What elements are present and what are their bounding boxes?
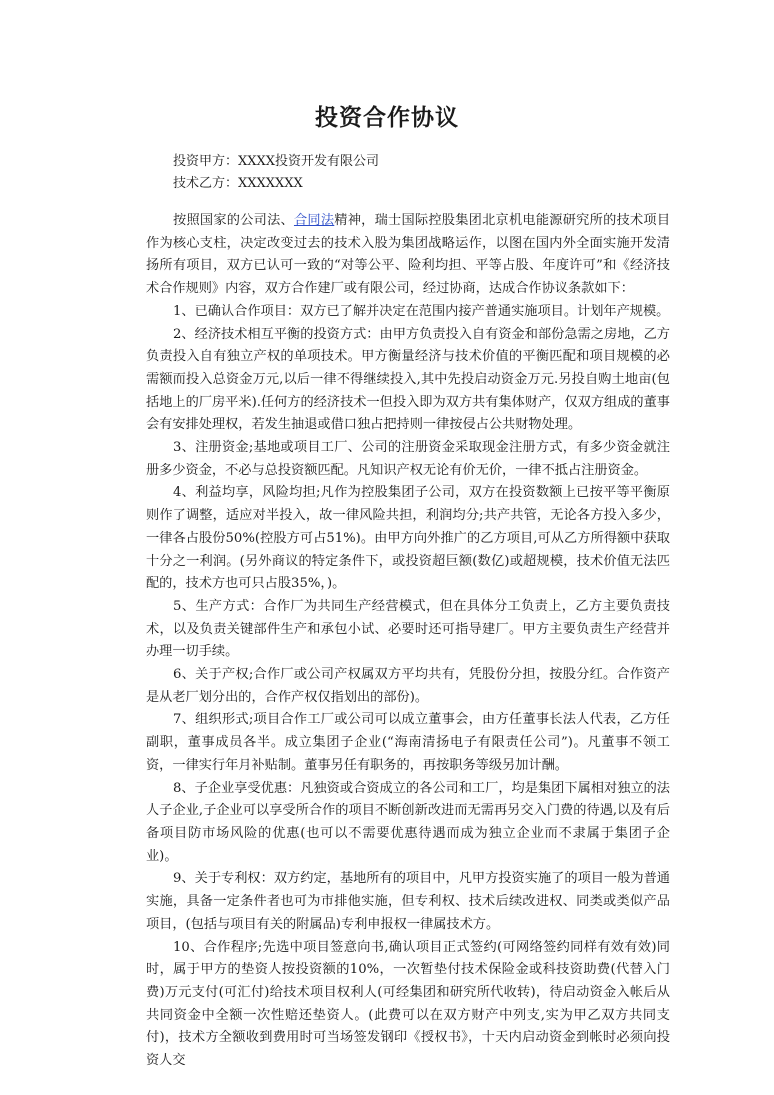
clause-8: 8、子企业享受优惠：凡独资或合资成立的各公司和工厂，均是集团下属相对独立的法人子企业,子企业可以享受所合作的项目不断创新改进而无需再另交入门费的待遇,以及有后备项目防市场风险的优惠(也可以不需要优惠待遇而成为独立企业而不隶属于集团子企业)。: [146, 780, 670, 864]
clause-6: 6、关于产权;合作厂或公司产权属双方平均共有，凭股份分担，按股分红。合作资产是从老厂划分出的，合作产权仅指划出的部份)。: [146, 667, 670, 705]
contract-law-link[interactable]: 合同法: [293, 213, 335, 228]
document-title: 投资合作协议: [315, 104, 459, 131]
clause-10: 10、合作程序;先选中项目签意向书,确认项目正式签约(可网络签约同样有效有效)同时，属于甲方的垫资人按投资额的10%，一次暂垫付技术保险金或科技资助费(代替入门费)万元支付(可汇付)给技术项目权利人(可经集团和研究所代收转)，待启动资金入帐后从共同资金中全额一次性赔还垫资人。(此费可以在双方财产中列支,实为甲乙双方共同支付)，技术方全额收到费用时可当场签发钢印《授权书》，十天内启动资金到帐时必须向投资人交: [146, 939, 670, 1069]
party-a-line: 投资甲方：XXXX投资开发有限公司: [173, 154, 380, 169]
clause-5: 5、生产方式：合作厂为共同生产经营模式，但在具体分工负责上，乙方主要负责技术，以及负责关键部件生产和承包小试、必要时还可指导建厂。甲方主要负责生产经营并办理一切手续。: [146, 598, 670, 660]
clause-4: 4、利益均享，风险均担;凡作为控股集团子公司，双方在投资数额上已按平等平衡原则作了调整，适应对半投入，故一律风险共担，利润均分;共产共管，无论各方投入多少，一律各占股份50%(控股方可占51%)。由甲方向外推广的乙方项目,可从乙方所得额中获取十分之一利润。(另外商议的特定条件下，或投资超巨额(数亿)或超规模，技术价值无法匹配的，技术方也可只占股35%，)。: [146, 485, 670, 592]
clause-9: 9、关于专利权：双方约定，基地所有的项目中，凡甲方投资实施了的项目一般为普通实施，具备一定条件者也可为市排他实施，但专利权、技术后续改进权、同类或类似产品项目，(包括与项目有关的附属品)专利申报权一律属技术方。: [146, 871, 670, 932]
clause-7: 7、组织形式;项目合作工厂或公司可以成立董事会，由方任董事长法人代表，乙方任副职，董事成员各半。成立集团子企业(“海南清扬电子有限责任公司”)。凡董事不领工资，一律实行年月补贴制。董事另任有职务的，再按职务等级另加计酬。: [146, 712, 670, 773]
intro-paragraph: [146, 210, 670, 301]
intro-text-after-link: 精神，瑞士国际控股集团北京机电能源研究所的技术项目作为核心支柱，决定改变过去的技术入股为集团战略运作，以图在国内外全面实施开发清扬所有项目，双方已认可一致的“对等公平、险利均担、平等占股、年度许可”和《经济技术合作规则》内容，双方合作建厂或有限公司，经过协商，达成合作协议条款如下：: [146, 213, 671, 297]
clause-3: 3、注册资金;基地或项目工厂、公司的注册资金采取现金注册方式，有多少资金就注册多少资金，不必与总投资额匹配。凡知识产权无论有价无价，一律不抵占注册资金。: [146, 440, 670, 478]
clause-1: 1、已确认合作项目：双方已了解并决定在范围内接产普通实施项目。计划年产规模。: [173, 303, 670, 319]
intro-text-before-link: 按照国家的公司法、: [173, 213, 294, 228]
party-b-line: 技术乙方：XXXXXXX: [173, 176, 303, 191]
agreement-body: [146, 210, 670, 1073]
clause-2: 2、经济技术相互平衡的投资方式：由甲方负责投入自有资金和部份急需之房地，乙方负责投入自有独立产权的单项技术。甲方衡量经济与技术价值的平衡匹配和项目规模的必需额而投入总资金万元,以后一律不得继续投入,其中先投启动资金万元.另投自购土地亩(包括地上的厂房平米).任何方的经济技术一但投入即为双方共有集体财产，仅双方组成的董事会有安排处理权，若发生抽退或借口独占把持则一律按侵占公共财物处理。: [146, 326, 670, 433]
